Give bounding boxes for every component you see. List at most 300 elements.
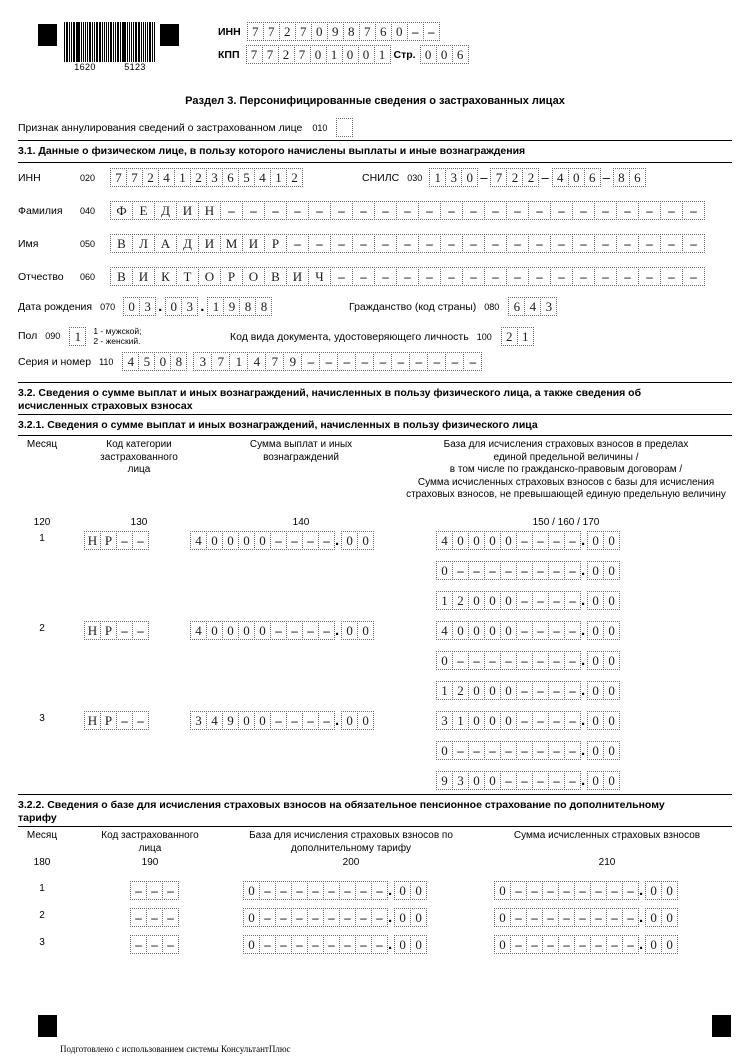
- cell[interactable]: 0: [461, 168, 478, 187]
- cell[interactable]: –: [162, 935, 179, 954]
- row-base-civil-contracts-integer[interactable]: [436, 651, 580, 670]
- cell[interactable]: 7: [265, 352, 284, 371]
- cell[interactable]: Р: [220, 267, 243, 286]
- row-sum-additional-tariff-integer[interactable]: [494, 935, 638, 954]
- cell[interactable]: –: [291, 881, 308, 900]
- cell[interactable]: 4: [122, 352, 139, 371]
- cell[interactable]: 0: [603, 741, 620, 760]
- cell[interactable]: –: [132, 621, 149, 640]
- cell[interactable]: [336, 118, 353, 137]
- cell[interactable]: –: [302, 711, 319, 730]
- cell[interactable]: 1: [436, 681, 453, 700]
- cell[interactable]: –: [484, 201, 507, 220]
- cell[interactable]: 4: [190, 531, 207, 550]
- cell[interactable]: И: [286, 267, 309, 286]
- cell[interactable]: –: [516, 681, 533, 700]
- cell[interactable]: 0: [391, 22, 408, 41]
- cell[interactable]: И: [198, 234, 221, 253]
- cell[interactable]: –: [484, 234, 507, 253]
- cell[interactable]: 0: [341, 711, 358, 730]
- doctype-cells[interactable]: [501, 327, 533, 346]
- cell[interactable]: –: [510, 881, 527, 900]
- cell[interactable]: –: [500, 771, 517, 790]
- cell[interactable]: 0: [484, 621, 501, 640]
- cell[interactable]: –: [532, 561, 549, 580]
- cell[interactable]: –: [339, 908, 356, 927]
- row-base-calculated-contributions[interactable]: [436, 591, 619, 610]
- cell[interactable]: 0: [587, 621, 604, 640]
- firstname-cells[interactable]: [110, 234, 704, 253]
- cell[interactable]: 0: [154, 352, 171, 371]
- cell[interactable]: 0: [468, 591, 485, 610]
- cell[interactable]: 2: [142, 168, 159, 187]
- cell[interactable]: –: [339, 935, 356, 954]
- cell[interactable]: 0: [394, 935, 411, 954]
- cell[interactable]: –: [558, 935, 575, 954]
- cell[interactable]: 0: [468, 621, 485, 640]
- cell[interactable]: –: [352, 201, 375, 220]
- row-base-civil-contracts[interactable]: [436, 561, 619, 580]
- cell[interactable]: 0: [500, 591, 517, 610]
- cell[interactable]: –: [550, 267, 573, 286]
- row-sum-additional-tariff-integer[interactable]: [494, 908, 638, 927]
- cell[interactable]: –: [548, 591, 565, 610]
- cell[interactable]: –: [323, 908, 340, 927]
- cell[interactable]: –: [506, 201, 529, 220]
- cell[interactable]: –: [337, 352, 356, 371]
- cell[interactable]: –: [622, 881, 639, 900]
- cell[interactable]: –: [564, 681, 581, 700]
- cell[interactable]: 0: [603, 561, 620, 580]
- cell[interactable]: –: [574, 908, 591, 927]
- cell[interactable]: 1: [429, 168, 446, 187]
- cell[interactable]: И: [132, 267, 155, 286]
- row-base-calculated-contributions-decimal[interactable]: [587, 681, 619, 700]
- cell[interactable]: –: [355, 908, 372, 927]
- cell[interactable]: –: [564, 531, 581, 550]
- cell[interactable]: –: [528, 234, 551, 253]
- cell[interactable]: 1: [207, 297, 224, 316]
- cell[interactable]: –: [374, 267, 397, 286]
- row-base-additional-tariff-integer[interactable]: [243, 935, 387, 954]
- cell[interactable]: –: [590, 881, 607, 900]
- cell[interactable]: –: [574, 935, 591, 954]
- cell[interactable]: –: [130, 935, 147, 954]
- row-base-additional-tariff[interactable]: [243, 881, 426, 900]
- cell[interactable]: 0: [500, 711, 517, 730]
- cell[interactable]: 4: [436, 621, 453, 640]
- row-base-additional-tariff[interactable]: [243, 908, 426, 927]
- cell[interactable]: 0: [254, 621, 271, 640]
- cell[interactable]: –: [116, 711, 133, 730]
- cell[interactable]: 1: [436, 591, 453, 610]
- cell[interactable]: 0: [603, 711, 620, 730]
- cell[interactable]: –: [500, 651, 517, 670]
- cell[interactable]: –: [606, 908, 623, 927]
- cell[interactable]: –: [590, 908, 607, 927]
- cell[interactable]: –: [302, 621, 319, 640]
- cell[interactable]: 0: [587, 711, 604, 730]
- cell[interactable]: 0: [452, 621, 469, 640]
- cell[interactable]: 6: [584, 168, 601, 187]
- row-base-additional-tariff-decimal[interactable]: [394, 881, 426, 900]
- cell[interactable]: 1: [229, 352, 248, 371]
- cell[interactable]: 3: [139, 297, 156, 316]
- cell[interactable]: 0: [243, 908, 260, 927]
- cell[interactable]: 0: [587, 531, 604, 550]
- cell[interactable]: –: [572, 234, 595, 253]
- cell[interactable]: –: [130, 881, 147, 900]
- middlename-cells[interactable]: [110, 267, 704, 286]
- snils-group-3[interactable]: [552, 168, 600, 187]
- cell[interactable]: Е: [132, 201, 155, 220]
- row-base-limit[interactable]: [436, 621, 619, 640]
- row-base-limit-decimal[interactable]: [587, 531, 619, 550]
- cell[interactable]: 6: [508, 297, 525, 316]
- cell[interactable]: 0: [587, 591, 604, 610]
- cell[interactable]: –: [468, 741, 485, 760]
- cell[interactable]: 7: [110, 168, 127, 187]
- cell[interactable]: –: [275, 881, 292, 900]
- cell[interactable]: –: [286, 234, 309, 253]
- row-category-code[interactable]: [84, 531, 148, 550]
- cell[interactable]: Р: [100, 621, 117, 640]
- cell[interactable]: 3: [193, 352, 212, 371]
- cell[interactable]: 0: [468, 531, 485, 550]
- citizenship-cells[interactable]: [508, 297, 556, 316]
- cell[interactable]: –: [318, 531, 335, 550]
- cell[interactable]: 4: [247, 352, 266, 371]
- cell[interactable]: 0: [452, 531, 469, 550]
- cell[interactable]: –: [682, 201, 705, 220]
- row-base-calculated-contributions-integer[interactable]: [436, 591, 580, 610]
- cell[interactable]: –: [484, 267, 507, 286]
- row-amount[interactable]: [190, 621, 373, 640]
- passport-number-cells[interactable]: [193, 352, 481, 371]
- cell[interactable]: –: [352, 234, 375, 253]
- row-base-civil-contracts-decimal[interactable]: [587, 741, 619, 760]
- cell[interactable]: –: [391, 352, 410, 371]
- cell[interactable]: 0: [603, 771, 620, 790]
- cell[interactable]: –: [130, 908, 147, 927]
- cell[interactable]: –: [371, 881, 388, 900]
- cell[interactable]: –: [462, 267, 485, 286]
- row-base-additional-tariff-integer[interactable]: [243, 881, 387, 900]
- cell[interactable]: –: [270, 531, 287, 550]
- cell[interactable]: Р: [100, 711, 117, 730]
- cell[interactable]: –: [532, 741, 549, 760]
- cell[interactable]: –: [616, 234, 639, 253]
- cell[interactable]: 0: [243, 881, 260, 900]
- cell[interactable]: –: [308, 234, 331, 253]
- cell[interactable]: –: [548, 681, 565, 700]
- cell[interactable]: 1: [517, 327, 534, 346]
- cell[interactable]: –: [323, 935, 340, 954]
- row-base-limit[interactable]: [436, 531, 619, 550]
- cell[interactable]: –: [307, 908, 324, 927]
- cell[interactable]: –: [594, 267, 617, 286]
- cell[interactable]: 3: [190, 711, 207, 730]
- cell[interactable]: 0: [587, 561, 604, 580]
- cell[interactable]: –: [373, 352, 392, 371]
- cell[interactable]: –: [162, 908, 179, 927]
- cell[interactable]: 7: [211, 352, 230, 371]
- row-sum-additional-tariff-decimal[interactable]: [645, 881, 677, 900]
- cell[interactable]: 8: [170, 352, 187, 371]
- row-base-limit-decimal[interactable]: [587, 621, 619, 640]
- cell[interactable]: 0: [123, 297, 140, 316]
- cell[interactable]: 0: [494, 881, 511, 900]
- row-category-code[interactable]: [84, 621, 148, 640]
- cell[interactable]: 0: [206, 531, 223, 550]
- cell[interactable]: –: [516, 621, 533, 640]
- cell[interactable]: 0: [494, 935, 511, 954]
- row-amount[interactable]: [190, 711, 373, 730]
- cell[interactable]: 8: [343, 22, 360, 41]
- birth-month-cells[interactable]: [165, 297, 197, 316]
- snils-group-2[interactable]: [490, 168, 538, 187]
- cell[interactable]: –: [374, 201, 397, 220]
- cell[interactable]: –: [516, 651, 533, 670]
- cell[interactable]: 0: [484, 531, 501, 550]
- birth-year-cells[interactable]: [207, 297, 271, 316]
- cell[interactable]: –: [323, 881, 340, 900]
- cell[interactable]: –: [606, 881, 623, 900]
- cell[interactable]: –: [407, 22, 424, 41]
- cell[interactable]: 7: [126, 168, 143, 187]
- cell[interactable]: 0: [436, 651, 453, 670]
- cell[interactable]: –: [638, 267, 661, 286]
- cell[interactable]: 4: [552, 168, 569, 187]
- cell[interactable]: –: [307, 881, 324, 900]
- cell[interactable]: 0: [342, 45, 359, 64]
- cell[interactable]: 0: [410, 881, 427, 900]
- cell[interactable]: –: [532, 591, 549, 610]
- cell[interactable]: 9: [222, 711, 239, 730]
- cell[interactable]: 8: [239, 297, 256, 316]
- cell[interactable]: –: [516, 561, 533, 580]
- cell[interactable]: 3: [540, 297, 557, 316]
- person-inn-cells[interactable]: [110, 168, 302, 187]
- row-base-additional-tariff-integer[interactable]: [243, 908, 387, 927]
- cell[interactable]: –: [440, 234, 463, 253]
- cell[interactable]: –: [286, 711, 303, 730]
- cell[interactable]: –: [564, 711, 581, 730]
- row-base-calculated-contributions-decimal[interactable]: [587, 771, 619, 790]
- cell[interactable]: 0: [254, 711, 271, 730]
- cell[interactable]: –: [622, 908, 639, 927]
- cell[interactable]: 0: [436, 561, 453, 580]
- cell[interactable]: –: [418, 234, 441, 253]
- row-base-calculated-contributions-decimal[interactable]: [587, 591, 619, 610]
- cell[interactable]: 0: [238, 621, 255, 640]
- cell[interactable]: 0: [410, 935, 427, 954]
- cell[interactable]: Ч: [308, 267, 331, 286]
- cell[interactable]: 0: [436, 45, 453, 64]
- cell[interactable]: –: [307, 935, 324, 954]
- row-base-civil-contracts-integer[interactable]: [436, 741, 580, 760]
- cell[interactable]: 0: [357, 711, 374, 730]
- row-sum-additional-tariff-decimal[interactable]: [645, 908, 677, 927]
- cell[interactable]: –: [558, 908, 575, 927]
- cell[interactable]: 0: [603, 651, 620, 670]
- cell[interactable]: 0: [494, 908, 511, 927]
- cell[interactable]: –: [418, 201, 441, 220]
- row-category-code-322[interactable]: [130, 881, 178, 900]
- cell[interactable]: Д: [176, 234, 199, 253]
- cell[interactable]: 1: [69, 327, 86, 346]
- snils-group-1[interactable]: [429, 168, 477, 187]
- row-base-limit-integer[interactable]: [436, 621, 580, 640]
- cell[interactable]: 4: [436, 531, 453, 550]
- cell[interactable]: –: [468, 561, 485, 580]
- cell[interactable]: –: [355, 881, 372, 900]
- birth-day-cells[interactable]: [123, 297, 155, 316]
- row-amount-decimal[interactable]: [341, 531, 373, 550]
- row-sum-additional-tariff[interactable]: [494, 935, 677, 954]
- cell[interactable]: И: [242, 234, 265, 253]
- cell[interactable]: 2: [278, 45, 295, 64]
- cell[interactable]: 0: [603, 531, 620, 550]
- cell[interactable]: –: [116, 621, 133, 640]
- cell[interactable]: 0: [484, 681, 501, 700]
- cell[interactable]: В: [110, 267, 133, 286]
- cell[interactable]: –: [468, 651, 485, 670]
- row-base-civil-contracts[interactable]: [436, 651, 619, 670]
- cell[interactable]: 6: [375, 22, 392, 41]
- cell[interactable]: –: [308, 201, 331, 220]
- cell[interactable]: –: [319, 352, 338, 371]
- cell[interactable]: –: [462, 234, 485, 253]
- cell[interactable]: 0: [222, 531, 239, 550]
- row-base-additional-tariff-decimal[interactable]: [394, 935, 426, 954]
- cell[interactable]: –: [548, 711, 565, 730]
- cell[interactable]: –: [510, 908, 527, 927]
- cell[interactable]: –: [270, 621, 287, 640]
- cell[interactable]: 7: [262, 45, 279, 64]
- cell[interactable]: –: [355, 352, 374, 371]
- cell[interactable]: Н: [198, 201, 221, 220]
- cell[interactable]: –: [330, 267, 353, 286]
- cell[interactable]: 0: [645, 881, 662, 900]
- cell[interactable]: 0: [254, 531, 271, 550]
- cell[interactable]: –: [526, 881, 543, 900]
- cell[interactable]: К: [154, 267, 177, 286]
- cell[interactable]: –: [548, 621, 565, 640]
- row-amount-integer[interactable]: [190, 531, 334, 550]
- cell[interactable]: –: [594, 234, 617, 253]
- cell[interactable]: –: [516, 591, 533, 610]
- cell[interactable]: 0: [468, 681, 485, 700]
- cell[interactable]: 7: [294, 45, 311, 64]
- cell[interactable]: 7: [490, 168, 507, 187]
- cell[interactable]: –: [371, 908, 388, 927]
- cell[interactable]: 0: [410, 908, 427, 927]
- row-sum-additional-tariff[interactable]: [494, 881, 677, 900]
- snils-group-4[interactable]: [613, 168, 645, 187]
- cell[interactable]: –: [564, 651, 581, 670]
- cell[interactable]: 0: [341, 621, 358, 640]
- cell[interactable]: –: [427, 352, 446, 371]
- cell[interactable]: Л: [132, 234, 155, 253]
- cell[interactable]: –: [440, 267, 463, 286]
- cell[interactable]: –: [550, 201, 573, 220]
- cell[interactable]: Д: [154, 201, 177, 220]
- cell[interactable]: 5: [238, 168, 255, 187]
- cell[interactable]: 2: [286, 168, 303, 187]
- row-base-civil-contracts[interactable]: [436, 741, 619, 760]
- row-category-code-322[interactable]: [130, 935, 178, 954]
- cell[interactable]: –: [270, 711, 287, 730]
- cell[interactable]: –: [548, 771, 565, 790]
- cell[interactable]: 3: [181, 297, 198, 316]
- cell[interactable]: –: [594, 201, 617, 220]
- cell[interactable]: Н: [84, 711, 101, 730]
- cell[interactable]: –: [616, 267, 639, 286]
- cell[interactable]: 0: [587, 681, 604, 700]
- cell[interactable]: –: [286, 621, 303, 640]
- row-base-limit-integer[interactable]: [436, 531, 580, 550]
- cell[interactable]: –: [259, 881, 276, 900]
- row-amount-integer[interactable]: [190, 621, 334, 640]
- cell[interactable]: –: [574, 881, 591, 900]
- cell[interactable]: –: [452, 741, 469, 760]
- cell[interactable]: –: [264, 201, 287, 220]
- cell[interactable]: –: [374, 234, 397, 253]
- cell[interactable]: –: [548, 651, 565, 670]
- cell[interactable]: 4: [158, 168, 175, 187]
- cell[interactable]: –: [564, 591, 581, 610]
- row-sum-additional-tariff-integer[interactable]: [494, 881, 638, 900]
- cell[interactable]: –: [548, 741, 565, 760]
- cell[interactable]: –: [532, 681, 549, 700]
- cell[interactable]: –: [572, 201, 595, 220]
- row-amount-integer[interactable]: [190, 711, 334, 730]
- cell[interactable]: –: [542, 908, 559, 927]
- cell[interactable]: –: [484, 651, 501, 670]
- cell[interactable]: –: [352, 267, 375, 286]
- cell[interactable]: 0: [484, 771, 501, 790]
- cell[interactable]: –: [558, 881, 575, 900]
- row-sum-additional-tariff-decimal[interactable]: [645, 935, 677, 954]
- cell[interactable]: 0: [358, 45, 375, 64]
- cell[interactable]: –: [371, 935, 388, 954]
- cell[interactable]: 8: [255, 297, 272, 316]
- cell[interactable]: –: [259, 908, 276, 927]
- cell[interactable]: 0: [587, 741, 604, 760]
- inn-header-cells[interactable]: [247, 22, 439, 41]
- row-base-additional-tariff-decimal[interactable]: [394, 908, 426, 927]
- cell[interactable]: –: [660, 234, 683, 253]
- cell[interactable]: Т: [176, 267, 199, 286]
- row-base-civil-contracts-decimal[interactable]: [587, 561, 619, 580]
- cell[interactable]: –: [355, 935, 372, 954]
- cell[interactable]: В: [110, 234, 133, 253]
- cell[interactable]: 0: [587, 771, 604, 790]
- cell[interactable]: 9: [283, 352, 302, 371]
- row-amount[interactable]: [190, 531, 373, 550]
- passport-series-cells[interactable]: [122, 352, 186, 371]
- cell[interactable]: –: [275, 935, 292, 954]
- cell[interactable]: 0: [500, 621, 517, 640]
- cell[interactable]: 0: [468, 711, 485, 730]
- cell[interactable]: –: [484, 561, 501, 580]
- cell[interactable]: –: [564, 741, 581, 760]
- row-amount-decimal[interactable]: [341, 711, 373, 730]
- cell[interactable]: 8: [613, 168, 630, 187]
- row-base-calculated-contributions-integer[interactable]: [436, 681, 580, 700]
- cell[interactable]: 1: [174, 168, 191, 187]
